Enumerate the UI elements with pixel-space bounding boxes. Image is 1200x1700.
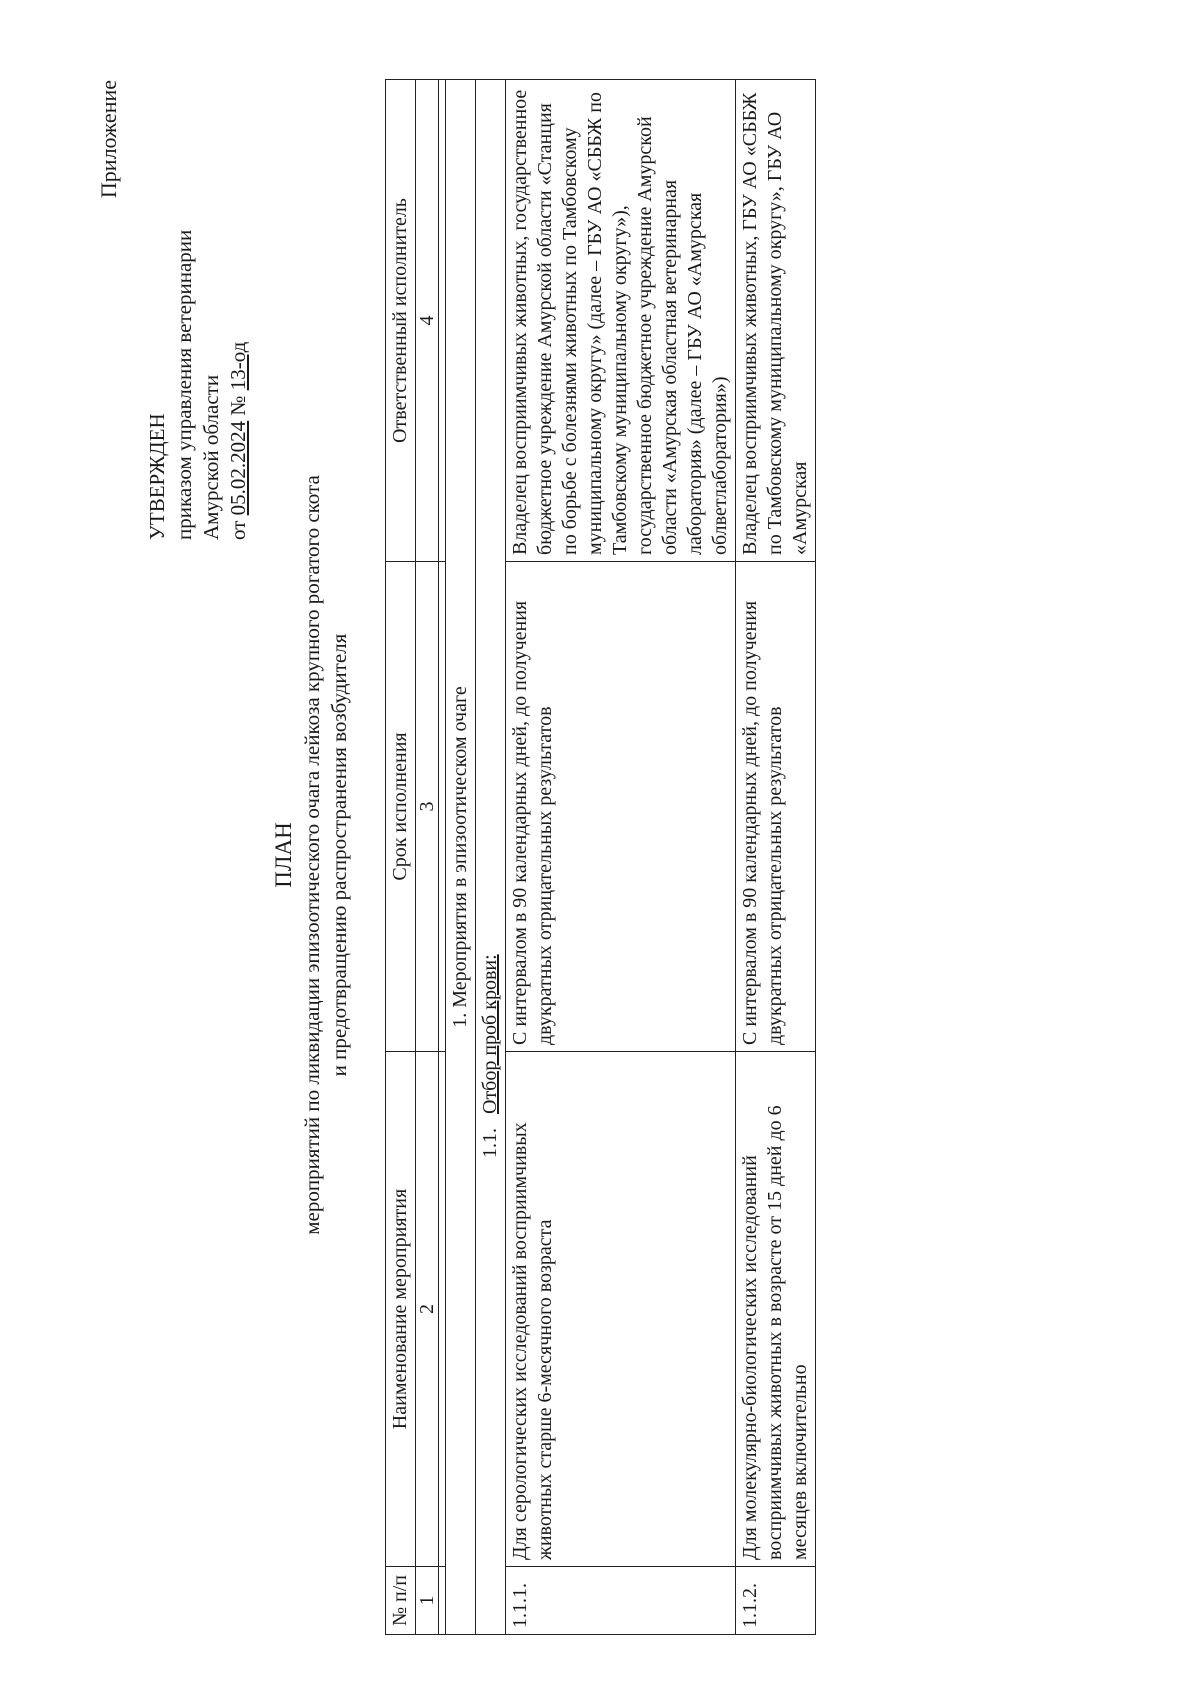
document-page bbox=[95, 75, 1175, 1635]
column-number-row bbox=[416, 80, 439, 1635]
approved-date-line bbox=[225, 80, 252, 540]
header-responsible: Ответственный исполнитель bbox=[386, 80, 416, 562]
title-line-2: и предотвращению распространения возбудителя bbox=[327, 633, 351, 1077]
approval-stamp-block bbox=[95, 80, 252, 540]
plan-table bbox=[385, 79, 816, 1635]
appendix-label: Приложение bbox=[96, 80, 121, 199]
title-plan: ПЛАН bbox=[271, 822, 296, 888]
header-number: № п/п bbox=[386, 1567, 416, 1635]
from-prefix: от bbox=[226, 520, 250, 540]
order-date: 05.02.2024 bbox=[226, 420, 250, 516]
row-number: 1.1.1. bbox=[506, 1567, 736, 1635]
table-row bbox=[506, 80, 736, 1635]
col-number-4: 4 bbox=[416, 80, 439, 562]
approved-line-2: Амурской области bbox=[199, 374, 223, 540]
row-responsible: Владелец восприимчивых животных, государственное бюджетное учреждение Амурской области «Станция по борьбе с болезнями животных по Тамбовскому муниципальному округу» (далее – ГБУ АО «СББЖ по Тамбовскому муниципальному округу»), государственное бюджетное учреждение Амурской области «Амурская областная ветеринарная лаборатория» (далее – ГБУ АО «Амурская облветлаборатория») bbox=[506, 80, 736, 562]
title-line-1: мероприятий по ликвидации эпизоотического очага лейкоза крупного рогатого скота bbox=[300, 475, 324, 1235]
document-title bbox=[270, 75, 353, 1635]
col-number-2: 2 bbox=[416, 1052, 439, 1567]
header-term: Срок исполнения bbox=[386, 562, 416, 1052]
row-number: 1.1.2. bbox=[736, 1567, 816, 1635]
subsection-label: Отбор проб крови: bbox=[479, 954, 501, 1114]
row-name: Для молекулярно-биологических исследований восприимчивых животных в возрасте от 15 дней до 6 месяцев включительно bbox=[736, 1052, 816, 1567]
section-row bbox=[446, 80, 476, 1635]
col-number-3: 3 bbox=[416, 562, 439, 1052]
col-number-1: 1 bbox=[416, 1567, 439, 1635]
header-name: Наименование мероприятия bbox=[386, 1052, 416, 1567]
row-responsible: Владелец восприимчивых животных, ГБУ АО «СББЖ по Тамбовскому муниципальному округу», ГБУ АО «Амурская bbox=[736, 80, 816, 562]
spacer-row bbox=[439, 80, 446, 1635]
subsection-title bbox=[476, 80, 506, 1635]
number-sign: № bbox=[226, 395, 250, 416]
row-term: С интервалом в 90 календарных дней, до получения двукратных отрицательных результатов bbox=[736, 562, 816, 1052]
section-title: 1. Мероприятия в эпизоотическом очаге bbox=[446, 80, 476, 1635]
subsection-row bbox=[476, 80, 506, 1635]
row-name: Для серологических исследований восприимчивых животных старше 6-месячного возраста bbox=[506, 1052, 736, 1567]
order-number: 13-од bbox=[226, 341, 250, 391]
approved-line-1: приказом управления ветеринарии bbox=[172, 229, 196, 540]
table-row bbox=[736, 80, 816, 1635]
table-header-row bbox=[386, 80, 416, 1635]
subsection-number: 1.1. bbox=[479, 1128, 501, 1158]
approved-label: УТВЕРЖДЕН bbox=[145, 413, 169, 540]
row-term: С интервалом в 90 календарных дней, до получения двукратных отрицательных результатов bbox=[506, 562, 736, 1052]
